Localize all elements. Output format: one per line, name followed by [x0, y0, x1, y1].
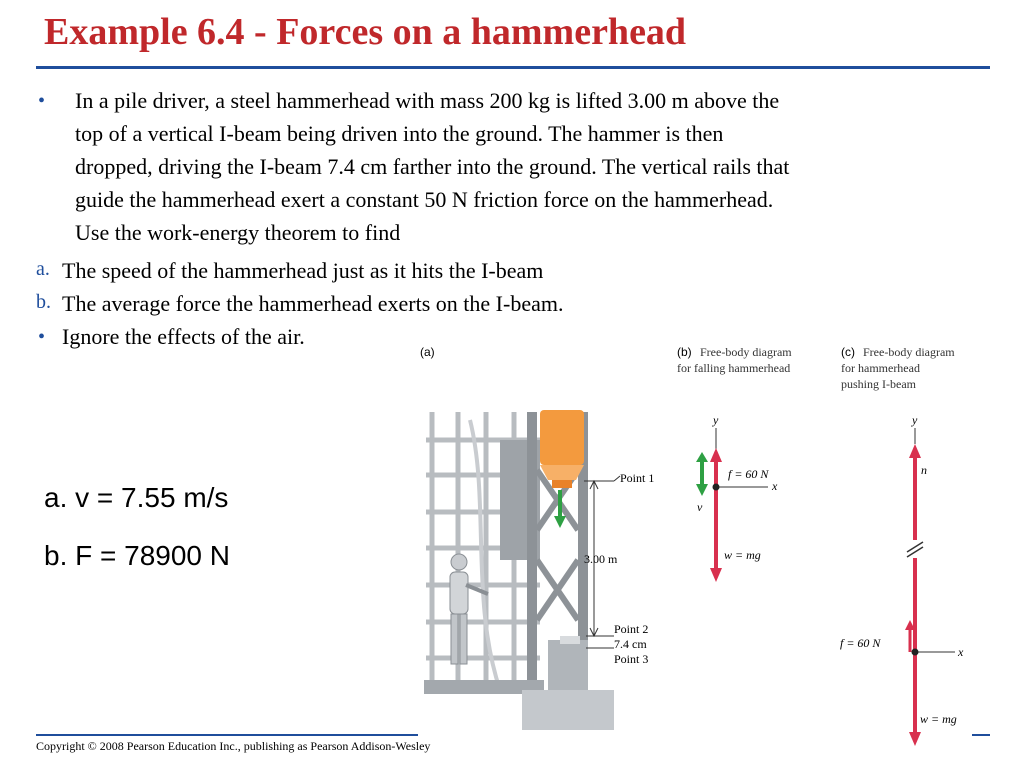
- intro-line-5: Use the work-energy theorem to find: [75, 220, 401, 245]
- ignore-air-text: Ignore the effects of the air.: [62, 324, 305, 349]
- item-b-text: The average force the hammerhead exerts on the I-beam.: [62, 291, 564, 316]
- intro-line-2: top of a vertical I-beam being driven into the ground. The hammer is then: [75, 121, 724, 146]
- item-b-marker: b.: [36, 291, 51, 313]
- figure-a-label: (a): [420, 345, 435, 359]
- free-body-diagram-c: [905, 428, 955, 746]
- fbd-c-friction-label: f = 60 N: [840, 636, 881, 650]
- bullet-icon: •: [38, 90, 46, 112]
- intro-line-3: dropped, driving the I-beam 7.4 cm farther into the ground. The vertical rails that: [75, 154, 790, 179]
- bullet-icon: •: [38, 326, 46, 348]
- footer-divider: [36, 734, 418, 736]
- intro-line-1: In a pile driver, a steel hammerhead with mass 200 kg is lifted 3.00 m above the: [75, 88, 780, 113]
- item-a-marker: a.: [36, 258, 50, 280]
- figure-c-caption-1: Free-body diagram: [863, 345, 955, 359]
- fbd-c-normal-label: n: [921, 463, 927, 477]
- slide-title: Example 6.4 - Forces on a hammerhead: [44, 11, 687, 53]
- figure-b-caption-1: Free-body diagram: [700, 345, 792, 359]
- item-a-text: The speed of the hammerhead just as it hits the I-beam: [62, 258, 544, 283]
- fbd-b-y-axis-label: y: [713, 413, 719, 427]
- point-2-label: Point 2: [614, 622, 649, 636]
- figure-b-label: (b): [677, 345, 692, 359]
- figure-c-label: (c): [841, 345, 855, 359]
- fbd-c-x-axis-label: x: [958, 645, 964, 659]
- answer-b: b. F = 78900 N: [44, 540, 231, 571]
- fbd-b-friction-label: f = 60 N: [728, 467, 769, 481]
- figure-c-caption-2: for hammerhead: [841, 361, 920, 375]
- fbd-c-weight-label: w = mg: [920, 712, 957, 726]
- point-1-label: Point 1: [620, 471, 655, 485]
- copyright-notice: Copyright © 2008 Pearson Education Inc., publishing as Pearson Addison-Wesley: [36, 739, 431, 753]
- hammerhead: [540, 410, 584, 488]
- fbd-b-x-axis-label: x: [772, 479, 778, 493]
- intro-line-4: guide the hammerhead exert a constant 50 N friction force on the hammerhead.: [75, 187, 774, 212]
- fbd-b-velocity-label: v: [697, 500, 703, 514]
- depth-label: 7.4 cm: [614, 637, 647, 651]
- footer-divider-right: [972, 734, 990, 736]
- figure-c-caption-3: pushing I-beam: [841, 377, 916, 391]
- figure-b-caption-2: for falling hammerhead: [677, 361, 791, 375]
- height-label: 3.00 m: [584, 552, 618, 566]
- fbd-b-weight-label: w = mg: [724, 548, 761, 562]
- fbd-c-y-axis-label: y: [912, 413, 918, 427]
- point-3-label: Point 3: [614, 652, 649, 666]
- answer-a: a. v = 7.55 m/s: [44, 482, 229, 513]
